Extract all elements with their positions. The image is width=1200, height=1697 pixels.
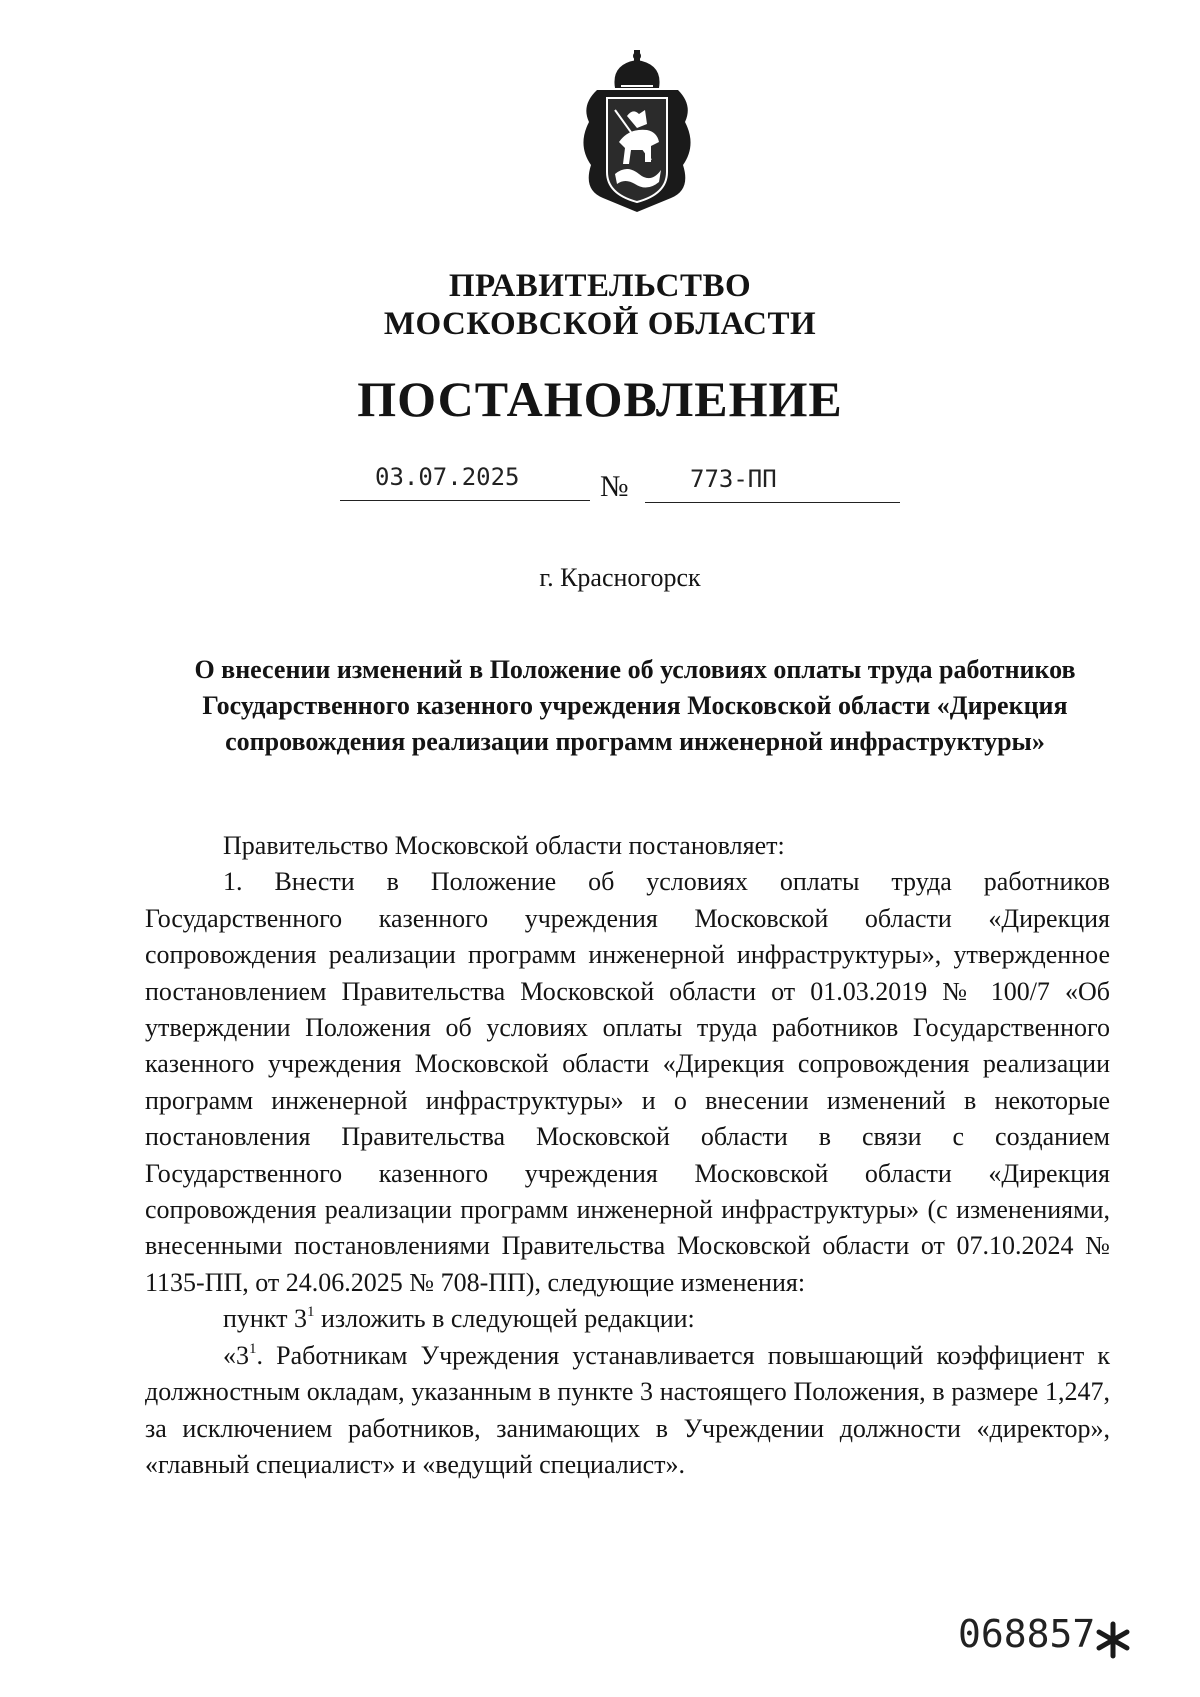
document-type-title: ПОСТАНОВЛЕНИЕ bbox=[357, 371, 843, 427]
preamble-paragraph: Правительство Московской области постановляет: bbox=[223, 831, 785, 860]
item-1-paragraph: 1. Внести в Положение об условиях оплаты труда работников Государственного казенного учреждения Московской области «Дирекция сопровождения реализации программ инженерной инфраструктуры», утвержденное постановлением Правительства Московской области от 01.03.2019 № 100/7 «Об утверждении Положения об условиях оплаты труда работников Государственного казенного учреждения Московской области «Дирекция сопровождения реализации программ инженерной инфраструктуры» и о внесении изменений в некоторые постановления Правительства Московской области в связи с созданием Государственного казенного учреждения Московской области «Дирекция сопровождения реализации программ инженерной инфраструктуры» (с изменениями, внесенными постановлениями Правительства Московской области от 07.10.2024 № 1135-ПП, от 24.06.2025 № 708-ПП), следующие изменения: bbox=[145, 867, 1110, 1297]
clause-paragraph bbox=[145, 1301, 1110, 1337]
clause-text-after: изложить в следующей редакции: bbox=[314, 1304, 695, 1334]
date-underline bbox=[340, 500, 590, 501]
quoted-clause-paragraph bbox=[145, 1338, 1110, 1484]
document-date: 03.07.2025 bbox=[375, 463, 520, 491]
number-sign: № bbox=[600, 470, 629, 503]
document-subject: О внесении изменений в Положение об условиях оплаты труда работников Государственного казенного учреждения Московской области «Дирекция сопровождения реализации программ инженерной инфраструктуры» bbox=[194, 655, 1076, 756]
quote-text-after: . Работникам Учреждения устанавливается повышающий коэффициент к должностным окладам, указанным в пункте 3 настоящего Положения, в размере 1,247, за исключением работников, занимающих в Учреждении должности «директор», «главный специалист» и «ведущий специалист». bbox=[145, 1340, 1110, 1479]
issue-city: г. Красногорск bbox=[539, 563, 701, 592]
document-number: 773-ПП bbox=[690, 465, 777, 493]
form-serial-number: 068857 bbox=[958, 1612, 1096, 1656]
organization-name-line1: ПРАВИТЕЛЬСТВО bbox=[448, 268, 752, 304]
clause-text-before: пункт 3 bbox=[223, 1304, 307, 1334]
moscow-oblast-coat-of-arms-icon bbox=[575, 50, 700, 215]
clause-superscript: 1 bbox=[306, 1304, 315, 1321]
organization-name-line2: МОСКОВСКОЙ ОБЛАСТИ bbox=[383, 306, 817, 342]
quote-text-before: «3 bbox=[223, 1340, 249, 1370]
quote-superscript: 1 bbox=[249, 1340, 257, 1357]
asterisk-icon bbox=[1093, 1620, 1133, 1660]
number-underline bbox=[645, 502, 900, 503]
document-body bbox=[145, 828, 1110, 1483]
